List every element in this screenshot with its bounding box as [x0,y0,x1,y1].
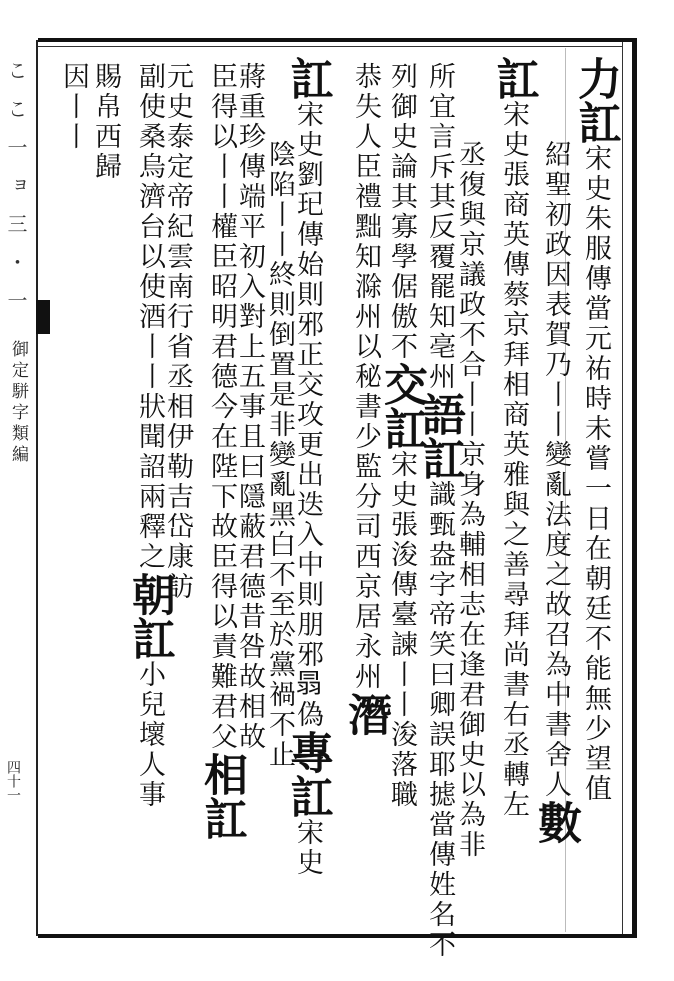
text-column-14 [88,62,122,182]
column-text: 副使桑烏濟台以使酒丨丨狀聞詔兩釋之 [134,62,165,572]
text-column-11 [196,62,246,840]
entry-head: 數 [530,800,581,844]
page-number: 四十一 [5,760,21,802]
column-text: 宋史張浚傳臺諫丨丨浚落職 [386,450,417,810]
column-text: 識甄盎字帝笑曰卿誤耶摅當傳姓名不 [424,480,455,960]
frame-inner-border [38,46,622,47]
column-text: 小兒壞人事 [134,660,165,810]
column-text: 宋史張商英傳蔡京拜相商英雅與之善尋拜尚書右丞轉左 [498,100,529,820]
column-text: 丞復與京議政不合丨丨京身為輔相志在逢君御史以為非 [454,140,485,860]
column-text: 恭失人臣禮黜知滁州 [350,62,381,332]
fold-fishtail-mark [36,300,50,334]
entry-head: 語訌 [414,392,465,480]
entry-head: 訌 [488,56,539,100]
text-column-7 [340,62,390,736]
column-text: 賜帛西歸 [90,62,121,182]
column-text: 宋史朱服傳當元祐時未嘗一日在朝廷不能無少望值 [580,144,611,804]
entry-head: 訌 [282,56,333,100]
frame-right-inner-border [622,42,623,938]
column-text: 因丨丨 [58,62,89,152]
fold-line [36,40,38,936]
column-text: 宋史劉𤣱傳始則邪正交攻更出迭入中則朋邪𦐇偽 [292,100,323,730]
text-column-15 [56,62,90,152]
text-column-9 [262,140,296,770]
entry-head: 專訌 [282,730,333,818]
entry-head: 朝訌 [124,572,175,660]
frame-right-border [632,38,637,938]
entry-head: 相訌 [196,752,247,840]
margin-top-text: こ こ 一 ョ 三 ・ 一 [4,60,28,317]
entry-head: 力訌 [570,56,621,144]
column-text: 蔣重珍傳端平初入對上五事且曰隱蔽君德昔咎故相故 [234,62,265,752]
column-text: 以秘書少監分司西京居永州 [350,332,381,692]
text-column-3 [488,56,538,820]
column-text: 列御史論其寡學倨傲不 [386,62,417,362]
column-text: 所宜言斥其反覆罷知亳州 [424,62,455,392]
entry-head: 交訌 [376,362,427,450]
column-text: 宋史 [292,818,323,878]
column-text: 臣得以丨丨權臣昭明君德今在陛下故臣得以責難君父 [206,62,237,752]
margin-book-title: 御定駢字類編 [8,340,28,466]
frame-bottom-border [38,934,636,938]
column-text: 紹聖初政因表賀乃丨丨變亂法度之故召為中書舍人 [540,140,571,800]
text-column-13 [124,62,174,810]
column-text: 元史泰定帝紀雲南行省丞相伊勒吉岱康訪 [162,62,193,602]
entry-head: 潛 [340,692,391,736]
column-text: 陰陷丨丨終則倒置是非變亂黑白不至於黨禍不止 [264,140,295,770]
frame-top-border [38,38,636,42]
